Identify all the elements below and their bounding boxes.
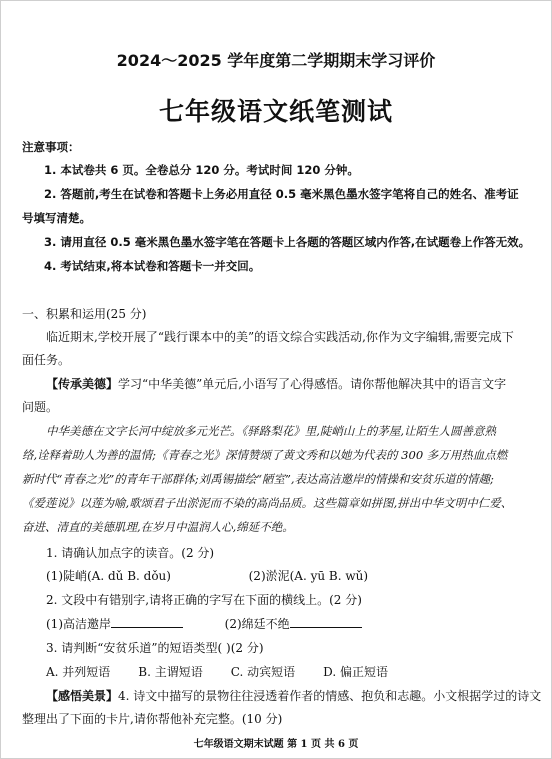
question-2-options bbox=[46, 615, 552, 632]
q1-option-1: (1)陡峭(A. dǔ B. dǒu) bbox=[46, 569, 171, 583]
section-heading: 一、积累和运用(25 分) bbox=[22, 307, 147, 321]
passage-line-2: 络,诠释着助人为善的温情;《青春之光》深情赞颂了黄文秀和以她为代表的 300 多万用热血点燃 bbox=[22, 448, 508, 462]
q3-option-b: B. 主谓短语 bbox=[138, 665, 203, 679]
task1-line-a bbox=[46, 375, 552, 392]
passage-line-3: 新时代“青春之光”的青年干部群体;刘禹锡描绘“陋室”,表达高洁邀岸的情操和安贫乐道的情趣; bbox=[22, 472, 494, 486]
passage-line-4: 《爱莲说》以莲为喻,歌颂君子出淤泥而不染的高尚品质。这些篇章如拼图,拼出中华文明中仁爱、 bbox=[22, 496, 513, 510]
q3-option-d: D. 偏正短语 bbox=[323, 665, 388, 679]
notice-item-2a: 2. 答题前,考生在试卷和答题卡上务必用直径 0.5 毫米黑色墨水签字笔将自己的姓名、准考证 bbox=[44, 187, 519, 201]
passage-line-5: 奋进、清直的美德肌理,在岁月中温润人心,绵延不绝。 bbox=[22, 520, 294, 534]
task1-line-b: 问题。 bbox=[22, 400, 59, 414]
task2-line-a bbox=[46, 687, 552, 704]
question-1: 1. 请确认加点字的读音。(2 分) bbox=[46, 546, 215, 560]
q2-option-2: (2)绵廷不绝 bbox=[224, 617, 290, 631]
question-3-options bbox=[46, 663, 552, 680]
passage-line-1: 中华美德在文字长河中绽放多元光芒。《驿路梨花》里,陡峭山上的茅屋,让陌生人圆善意熟 bbox=[46, 424, 497, 438]
task2-label: 【感悟美景】 bbox=[46, 689, 119, 703]
question-1-options bbox=[46, 567, 552, 584]
exam-subtitle: 七年级语文纸笔测试 bbox=[158, 97, 393, 126]
intro-line-a: 临近期末,学校开展了“践行课本中的美”的语文综合实践活动,你作为文字编辑,需要完成下 bbox=[46, 330, 514, 344]
task2-text: 4. 诗文中描写的景物往往浸透着作者的情感、抱负和志趣。小文根据学过的诗文 bbox=[118, 689, 542, 703]
answer-blank-1[interactable] bbox=[111, 616, 183, 628]
q3-option-c: C. 动宾短语 bbox=[230, 665, 296, 679]
notice-item-2b: 号填写清楚。 bbox=[22, 211, 91, 225]
notice-item-4: 4. 考试结束,将本试卷和答题卡一并交回。 bbox=[44, 259, 261, 273]
q3-option-a: A. 并列短语 bbox=[46, 665, 111, 679]
q1-option-2: (2)淤泥(A. yū B. wǔ) bbox=[248, 569, 369, 583]
intro-line-b: 面任务。 bbox=[22, 353, 71, 367]
notice-item-3: 3. 请用直径 0.5 毫米黑色墨水签字笔在答题卡上各题的答题区域内作答,在试题卷上作答无效。 bbox=[44, 235, 531, 249]
exam-title: 2024～2025 学年度第二学期期末学习评价 bbox=[116, 51, 436, 70]
task2-line-b: 整理出了下面的卡片,请你帮他补充完整。(10 分) bbox=[22, 712, 283, 726]
task1-text: 学习“中华美德”单元后,小语写了心得感悟。请你帮他解决其中的语言文字 bbox=[118, 377, 507, 391]
notice-item-1: 1. 本试卷共 6 页。全卷总分 120 分。考试时间 120 分钟。 bbox=[44, 163, 359, 177]
task1-label: 【传承美德】 bbox=[46, 377, 119, 391]
page-footer: 七年级语文期末试题 第 1 页 共 6 页 bbox=[193, 739, 359, 750]
question-3: 3. 请判断“安贫乐道”的短语类型( )(2 分) bbox=[46, 641, 264, 655]
answer-blank-2[interactable] bbox=[290, 616, 362, 628]
question-2: 2. 文段中有错别字,请将正确的字写在下面的横线上。(2 分) bbox=[46, 593, 362, 607]
notice-heading: 注意事项： bbox=[22, 140, 80, 154]
q2-option-1: (1)高洁邀岸 bbox=[46, 617, 111, 631]
